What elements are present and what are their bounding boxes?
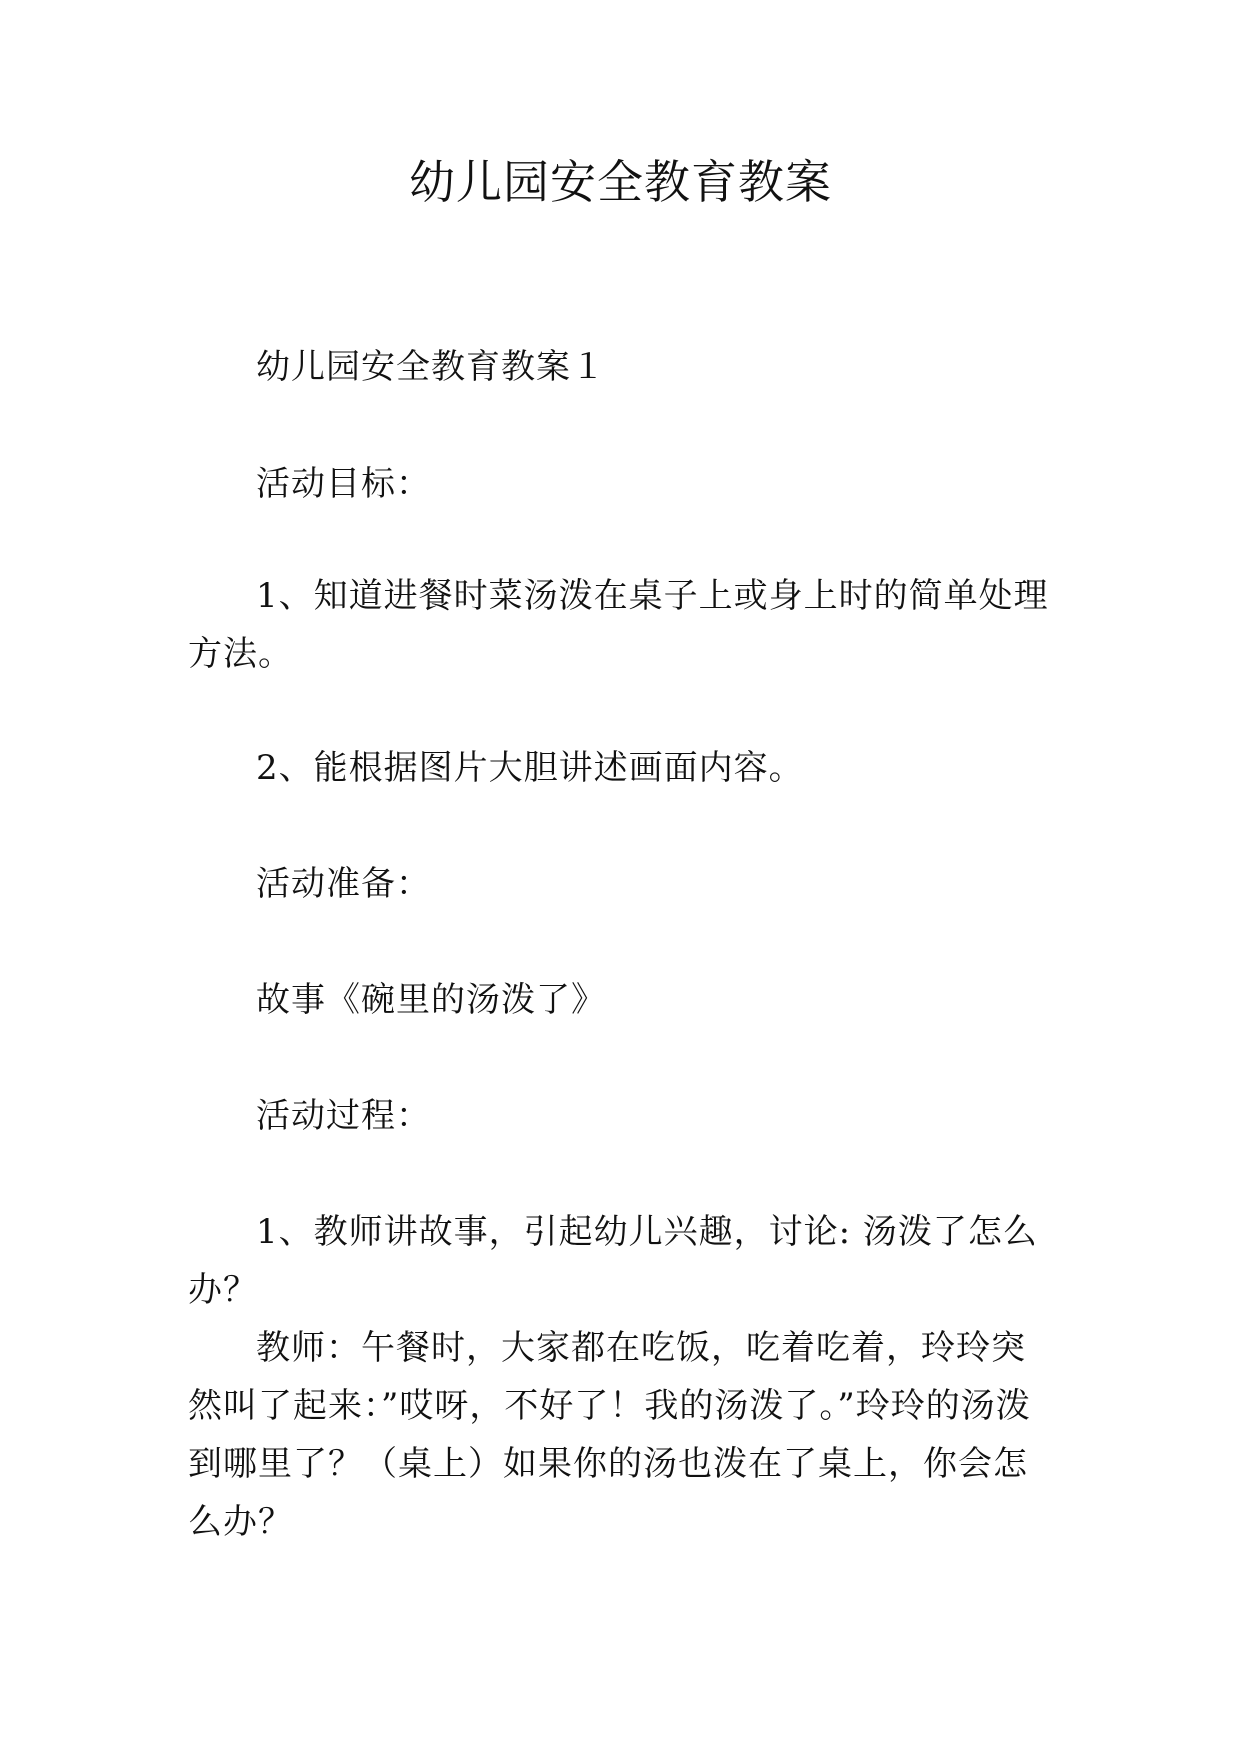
paragraph-process-step-1: 1、教师讲故事，引起幼儿兴趣，讨论: 汤泼了怎么办？ [188,1212,1038,1310]
paragraph-story-title: 故事《碗里的汤泼了》 [256,980,606,1020]
paragraph-activity-process: 活动过程： [256,1096,431,1136]
paragraph-activity-goals: 活动目标： [256,464,431,504]
paragraph-goal-2: 2、能根据图片大胆讲述画面内容。 [256,748,804,788]
document-title: 幼儿园安全教育教案 [409,155,832,209]
paragraph-section-heading: 幼儿园安全教育教案１ [256,347,606,387]
paragraph-teacher-dialogue: 教师：午餐时，大家都在吃饭，吃着吃着，玲玲突然叫了起来：”哎呀，不好了！我的汤泼了。”玲玲的汤泼到哪里了？（桌上）如果你的汤也泼在了桌上，你会怎么办？ [188,1328,1031,1542]
paragraph-activity-preparation: 活动准备： [256,864,431,904]
paragraph-goal-1: 1、知道进餐时菜汤泼在桌子上或身上时的简单处理方法。 [188,576,1049,674]
